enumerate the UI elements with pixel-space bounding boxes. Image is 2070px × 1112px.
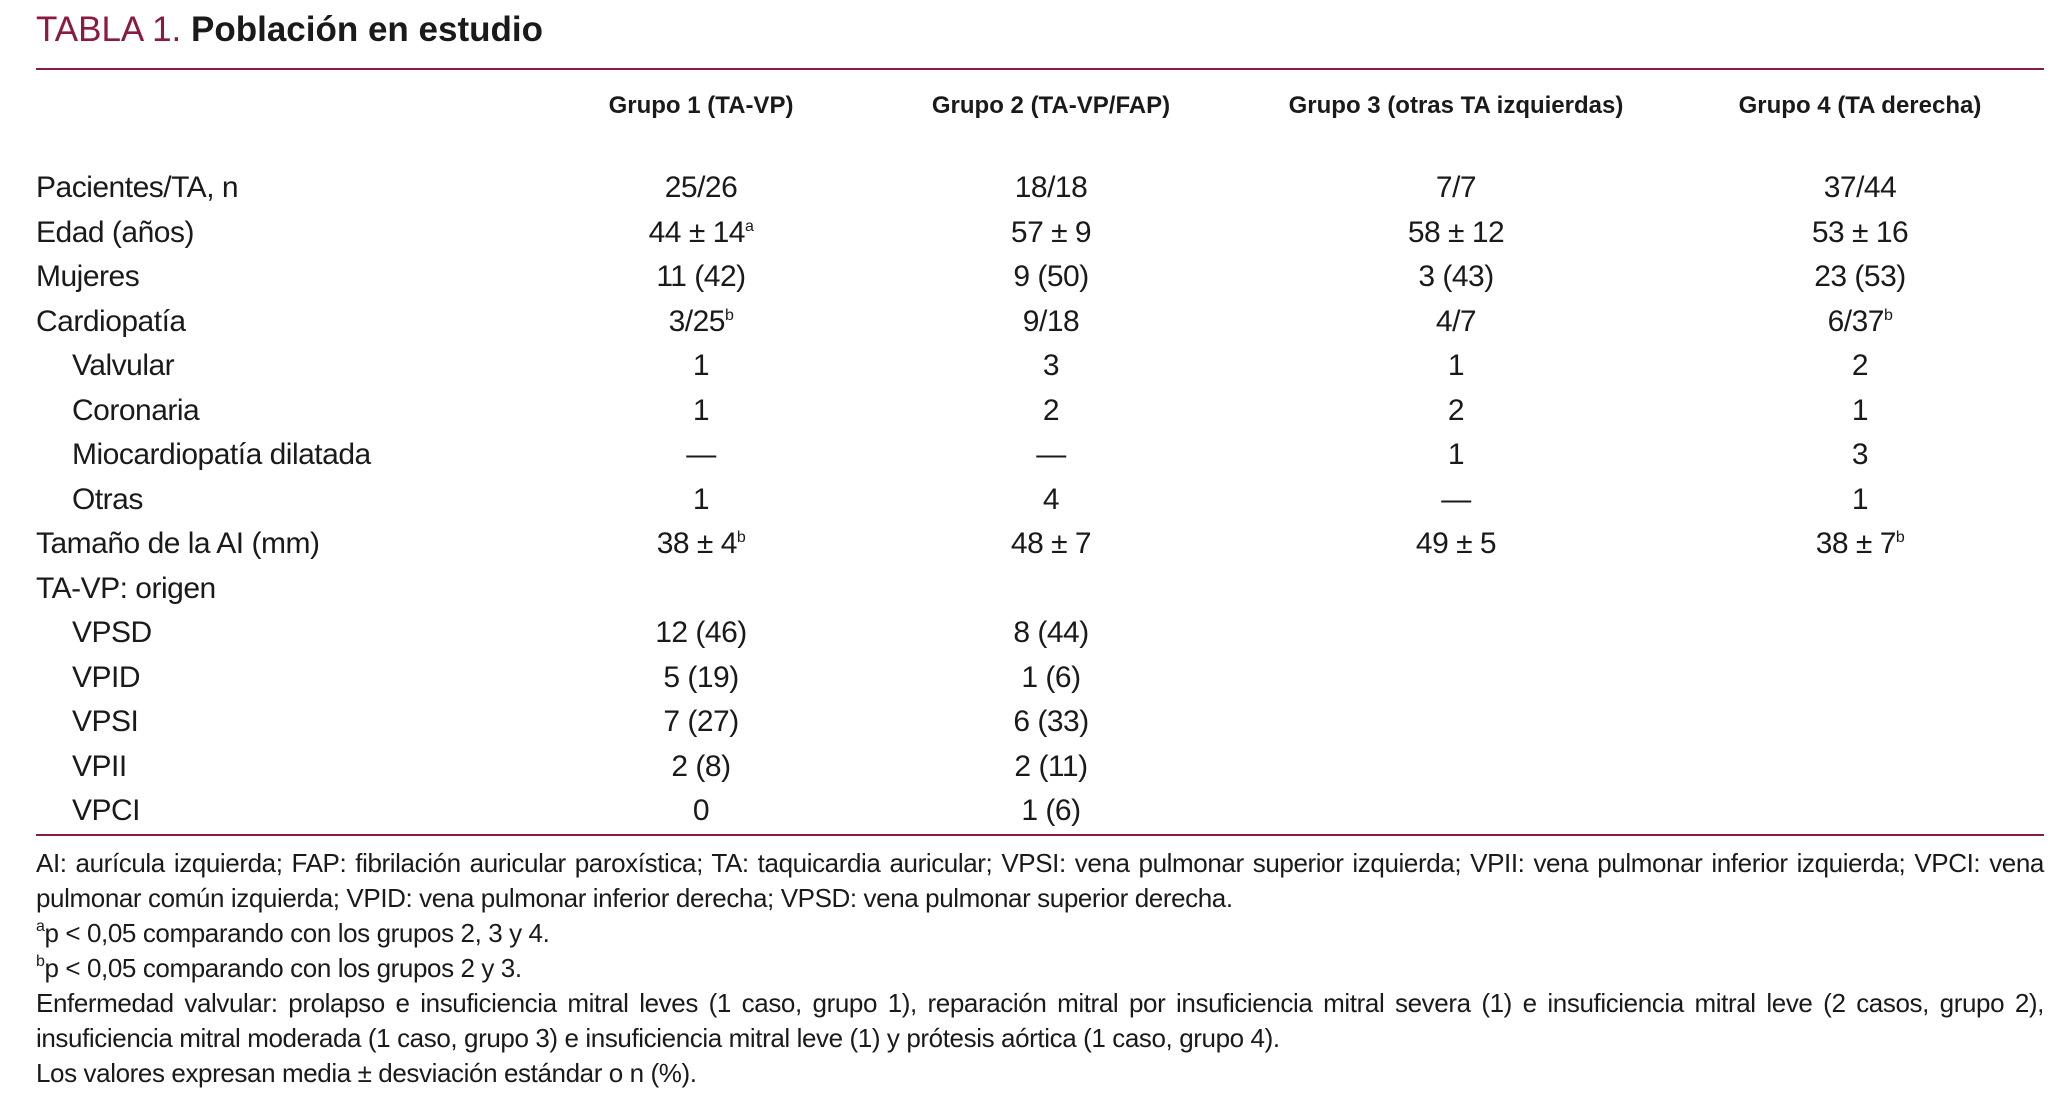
cell-group-1: 1 [692, 482, 710, 516]
cell-group-3 [1236, 611, 1676, 656]
valvular-disease-note: Enfermedad valvular: prolapso e insuficiencia mitral leves (1 caso, grupo 1), reparación mitral por insuficiencia mitral severa (1) e insuficiencia mitral leve (2 casos, grupo 2), insuficiencia mitral moderada (1 caso, grupo 3) e insuficiencia mitral leve (1) y prótesis aórtica (1 caso, grupo 4). [36, 988, 2044, 1053]
cell-group-1: 0 [692, 794, 710, 828]
table-title [36, 10, 543, 50]
cell-group-3 [1236, 700, 1676, 745]
cell-group-2: — [1036, 438, 1066, 472]
table-row [36, 567, 2044, 612]
cell-group-2: 2 [1042, 393, 1060, 427]
table-row [36, 211, 2044, 256]
cell-group-2: 3 [1042, 349, 1060, 383]
cell-group-2: 9/18 [1022, 304, 1080, 338]
cell-group-4: 23 (53) [1814, 260, 1906, 294]
cell-group-2: 2 (11) [1014, 749, 1088, 783]
header-group-3: Grupo 3 (otras TA izquierdas) [1288, 92, 1624, 119]
row-label: VPSD [72, 616, 152, 650]
cell-group-4: 1 [1851, 482, 1869, 516]
header-row [36, 70, 2044, 142]
cell-group-2: 48 ± 7 [1010, 527, 1092, 561]
population-table [36, 70, 2044, 834]
cell-group-1: — [686, 438, 716, 472]
cell-group-3: — [1441, 482, 1471, 516]
row-label: VPII [72, 749, 127, 783]
footnote-marker: a [744, 217, 754, 235]
row-label: Pacientes/TA, n [36, 171, 239, 205]
cell-group-3: 49 ± 5 [1415, 527, 1497, 561]
cell-group-4: 3 [1851, 438, 1869, 472]
cell-group-2: 4 [1042, 482, 1060, 516]
footnote-marker: b [1895, 529, 1905, 547]
cell-group-3: 1 [1447, 438, 1465, 472]
footnotes [36, 846, 2044, 1091]
cell-group-1: 5 (19) [663, 660, 739, 694]
table-number: TABLA 1. [36, 10, 182, 49]
cell-group-4 [1676, 611, 2044, 656]
cell-group-1: $44 \pm 14^a$ [648, 215, 754, 249]
cell-group-3: 1 [1447, 349, 1465, 383]
table-body [36, 166, 2044, 834]
header-group-2: Grupo 2 (TA-VP/FAP) [931, 92, 1171, 119]
footnote-marker: b [724, 306, 734, 324]
cell-group-2: 1 (6) [1021, 794, 1081, 828]
cell-group-2: 1 (6) [1021, 660, 1081, 694]
cell-group-4: 6/37$^b$ [1827, 304, 1893, 338]
row-label: VPID [72, 660, 141, 694]
cell-group-3: 3 (43) [1418, 260, 1494, 294]
row-label: Cardiopatía [36, 304, 186, 338]
row-label: Miocardiopatía dilatada [72, 438, 371, 472]
table-row [36, 611, 2044, 656]
cell-group-1: 3/25$^b$ [668, 304, 734, 338]
cell-group-3: 7/7 [1435, 171, 1477, 205]
abbreviations-note: AI: aurícula izquierda; FAP: fibrilación auricular paroxística; TA: taquicardia auricular; VPSI: vena pulmonar superior izquierda; VPII: vena pulmonar inferior izquierda; VPCI: vena pulmonar común izquierda; VPID: vena pulmonar inferior derecha; VPSD: vena pulmonar superior derecha. [36, 848, 2044, 913]
footnote-a: $^a$p < 0,05 comparando con los grupos 2, 3 y 4. [36, 918, 550, 948]
cell-group-1: 11 (42) [656, 260, 746, 294]
row-label: TA-VP: origen [36, 571, 216, 605]
bottom-rule [36, 834, 2044, 836]
cell-group-3: 58 ± 12 [1407, 215, 1505, 249]
table-row [36, 478, 2044, 523]
row-label: Coronaria [72, 393, 200, 427]
cell-group-2 [866, 567, 1236, 612]
cell-group-1: $38 \pm 4^b$ [656, 527, 746, 561]
table-row [36, 433, 2044, 478]
cell-group-2: 18/18 [1014, 171, 1088, 205]
cell-group-3 [1236, 789, 1676, 834]
table-row [36, 789, 2044, 834]
cell-group-2: 6 (33) [1013, 705, 1089, 739]
footnote-marker: b [736, 529, 746, 547]
cell-group-1 [536, 567, 866, 612]
table-row [36, 522, 2044, 567]
row-label: Edad (años) [36, 215, 194, 249]
row-label: Tamaño de la AI (mm) [36, 527, 320, 561]
table-row [36, 656, 2044, 701]
table-row [36, 700, 2044, 745]
cell-group-4: 1 [1851, 393, 1869, 427]
cell-group-2: 57 ± 9 [1010, 215, 1092, 249]
cell-group-1: 7 (27) [663, 705, 739, 739]
cell-group-3: 4/7 [1435, 304, 1477, 338]
row-label: VPSI [72, 705, 139, 739]
cell-group-4 [1676, 567, 2044, 612]
footnote-b: $^b$p < 0,05 comparando con los grupos 2 y 3. [36, 953, 522, 983]
row-label: Valvular [72, 349, 175, 383]
row-label: Mujeres [36, 260, 140, 294]
cell-group-4 [1676, 745, 2044, 790]
table-row [36, 255, 2044, 300]
cell-group-3 [1236, 656, 1676, 701]
cell-group-1: 25/26 [664, 171, 738, 205]
table-row [36, 389, 2044, 434]
cell-group-4: 2 [1851, 349, 1869, 383]
cell-group-1: 1 [692, 349, 710, 383]
table-row [36, 166, 2044, 211]
cell-group-1: 12 (46) [655, 616, 747, 650]
cell-group-3 [1236, 567, 1676, 612]
cell-group-1: 1 [692, 393, 710, 427]
footnote-marker: b [1883, 306, 1893, 324]
table-row [36, 344, 2044, 389]
row-label: VPCI [72, 794, 141, 828]
cell-group-3: 2 [1447, 393, 1465, 427]
cell-group-1: 2 (8) [671, 749, 731, 783]
cell-group-3 [1236, 745, 1676, 790]
table-row [36, 300, 2044, 345]
cell-group-4 [1676, 789, 2044, 834]
cell-group-2: 9 (50) [1013, 260, 1089, 294]
header-group-1: Grupo 1 (TA-VP) [608, 92, 794, 119]
cell-group-4: $38 \pm 7^b$ [1815, 527, 1905, 561]
cell-group-4 [1676, 656, 2044, 701]
cell-group-4: 37/44 [1823, 171, 1897, 205]
values-note: Los valores expresan media ± desviación estándar o n (%). [36, 1058, 697, 1088]
cell-group-2: 8 (44) [1013, 616, 1089, 650]
table-caption: Población en estudio [191, 10, 543, 49]
cell-group-4 [1676, 700, 2044, 745]
header-empty [36, 70, 536, 142]
header-group-4: Grupo 4 (TA derecha) [1738, 92, 1982, 119]
table-row [36, 745, 2044, 790]
cell-group-4: 53 ± 16 [1811, 215, 1909, 249]
row-label: Otras [72, 482, 143, 516]
